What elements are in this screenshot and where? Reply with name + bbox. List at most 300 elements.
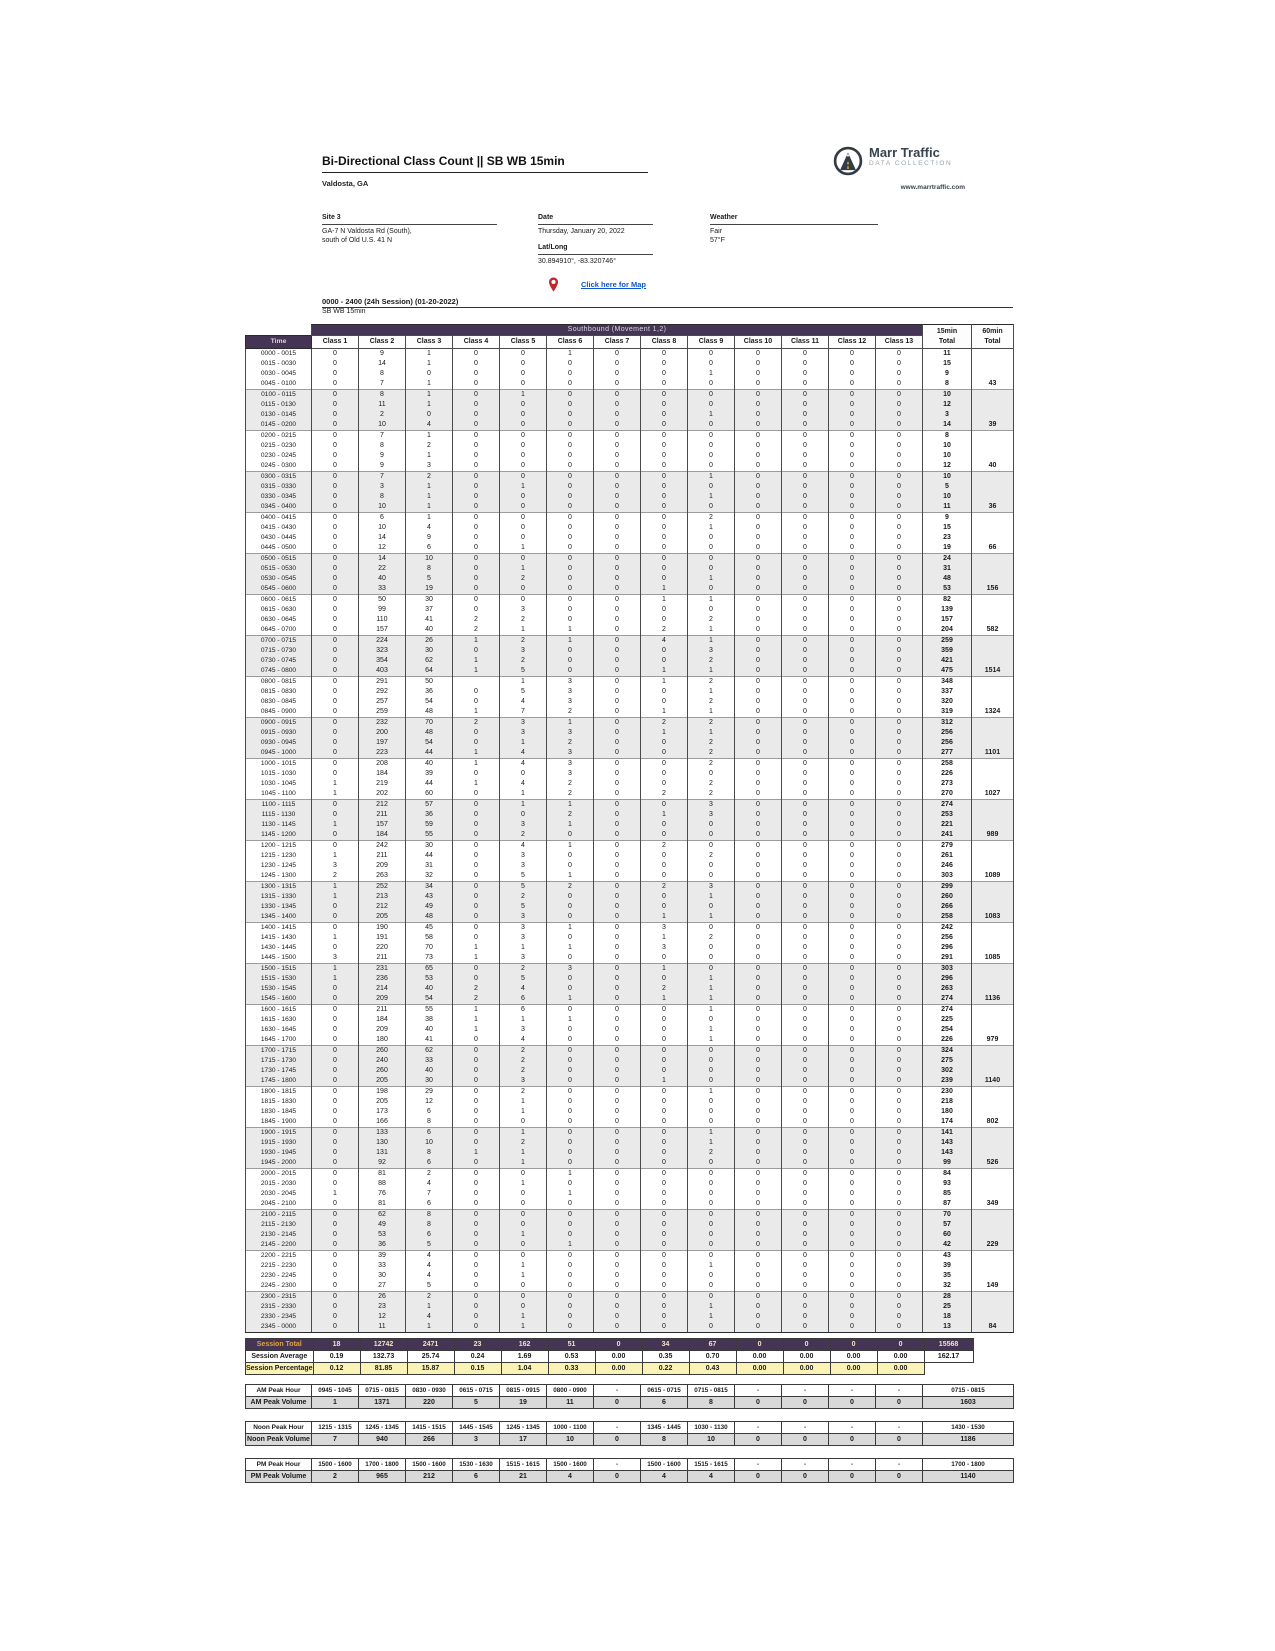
summary-value-cell: 0.33: [548, 1363, 595, 1375]
count-cell: 0: [453, 359, 500, 369]
site-line1: GA-7 N Valdosta Rd (South),: [322, 227, 412, 235]
location-text: Valdosta, GA: [322, 179, 369, 188]
title-underline: [322, 172, 648, 173]
count-cell: 0: [641, 1271, 688, 1281]
count-cell: 131: [359, 1148, 406, 1158]
peak-hour-cell: -: [594, 1385, 641, 1397]
count-cell: 0: [547, 1251, 594, 1262]
table-row: [246, 1097, 1014, 1107]
count-cell: 3: [500, 1076, 547, 1087]
total-60min-cell: 66: [972, 543, 1014, 554]
count-cell: 0: [312, 1056, 359, 1066]
count-cell: 0: [312, 1179, 359, 1189]
count-cell: 0: [829, 943, 876, 953]
total-60min-cell: [972, 851, 1014, 861]
count-cell: 0: [594, 687, 641, 697]
count-cell: 0: [876, 513, 923, 524]
summary-value-cell: 0.00: [595, 1363, 642, 1375]
count-cell: 0: [782, 523, 829, 533]
count-cell: 3: [688, 810, 735, 820]
count-cell: 0: [688, 390, 735, 401]
count-cell: 0: [594, 1281, 641, 1292]
count-cell: 0: [312, 615, 359, 625]
count-cell: 0: [782, 1312, 829, 1322]
total-60min-cell: [972, 933, 1014, 943]
count-cell: 0: [594, 892, 641, 902]
table-row: [246, 420, 1014, 431]
count-cell: 0: [453, 1281, 500, 1292]
count-cell: 0: [688, 1046, 735, 1057]
count-cell: 0: [876, 738, 923, 748]
count-cell: 0: [594, 779, 641, 789]
count-cell: 0: [735, 533, 782, 543]
summary-value-cell: 0: [783, 1339, 830, 1351]
count-cell: 5: [500, 666, 547, 677]
count-cell: 0: [312, 1271, 359, 1281]
count-cell: 0: [312, 379, 359, 390]
total-60min-cell: 1136: [972, 994, 1014, 1005]
count-cell: 0: [641, 1138, 688, 1148]
count-cell: 0: [453, 974, 500, 984]
count-cell: 0: [782, 1292, 829, 1303]
count-cell: 7: [359, 379, 406, 390]
peak-hour-row: [246, 1459, 1014, 1471]
total-60min-cell: [972, 718, 1014, 729]
count-cell: 0: [312, 1158, 359, 1169]
summary-value-cell: 0: [830, 1339, 877, 1351]
time-cell: 1930 - 1945: [246, 1148, 312, 1158]
count-cell: 0: [594, 994, 641, 1005]
count-cell: 0: [782, 400, 829, 410]
time-cell: 0745 - 0800: [246, 666, 312, 677]
count-cell: 0: [782, 974, 829, 984]
count-cell: 0: [735, 441, 782, 451]
count-cell: 1: [500, 789, 547, 800]
count-cell: 0: [594, 1035, 641, 1046]
total-15min-cell: 43: [923, 1251, 972, 1262]
total-60min-cell: 1083: [972, 912, 1014, 923]
count-cell: 0: [547, 1261, 594, 1271]
count-cell: 0: [876, 892, 923, 902]
total-15min-cell: 242: [923, 923, 972, 934]
count-cell: 2: [641, 718, 688, 729]
count-cell: 0: [829, 748, 876, 759]
count-cell: 0: [782, 1220, 829, 1230]
count-cell: 0: [735, 410, 782, 420]
count-cell: 0: [688, 1066, 735, 1076]
count-cell: 0: [876, 933, 923, 943]
count-cell: 0: [594, 912, 641, 923]
count-cell: 0: [312, 574, 359, 584]
total-60min-cell: [972, 451, 1014, 461]
count-cell: 0: [829, 1076, 876, 1087]
count-cell: 2: [500, 574, 547, 584]
count-cell: 0: [876, 492, 923, 502]
count-cell: 0: [641, 892, 688, 902]
count-cell: 1: [453, 953, 500, 964]
count-cell: 0: [829, 523, 876, 533]
total-15min-cell: 320: [923, 697, 972, 707]
count-cell: 10: [406, 554, 453, 565]
count-cell: 40: [406, 625, 453, 636]
total-60min-cell: [972, 779, 1014, 789]
peak-volume-total-cell: 1140: [923, 1471, 1014, 1483]
total-60min-cell: 156: [972, 584, 1014, 595]
total-15min-cell: 12: [923, 400, 972, 410]
count-cell: 1: [641, 994, 688, 1005]
count-cell: 0: [547, 574, 594, 584]
count-cell: 354: [359, 656, 406, 666]
count-cell: 1: [688, 369, 735, 379]
count-cell: 0: [312, 502, 359, 513]
count-cell: 60: [406, 789, 453, 800]
count-cell: 0: [453, 1076, 500, 1087]
count-cell: 1: [453, 666, 500, 677]
table-row: [246, 779, 1014, 789]
count-cell: 0: [453, 1138, 500, 1148]
count-cell: 0: [500, 1117, 547, 1128]
peak-hour-cell: -: [782, 1385, 829, 1397]
count-cell: 0: [876, 390, 923, 401]
count-cell: 0: [829, 1281, 876, 1292]
count-cell: 0: [547, 1087, 594, 1098]
count-cell: 0: [641, 369, 688, 379]
total-15min-cell: 348: [923, 677, 972, 688]
table-row: [246, 1189, 1014, 1199]
table-row: [246, 390, 1014, 401]
table-row: [246, 697, 1014, 707]
summary-grand-total-cell: 162.17: [924, 1351, 973, 1363]
peak-volume-cell: 0: [876, 1397, 923, 1409]
count-cell: 0: [453, 513, 500, 524]
count-cell: 0: [876, 1210, 923, 1221]
count-cell: 0: [594, 359, 641, 369]
count-cell: 0: [782, 769, 829, 779]
peak-volume-cell: 8: [641, 1434, 688, 1446]
count-cell: 3: [547, 677, 594, 688]
count-cell: 0: [547, 1271, 594, 1281]
count-cell: 0: [876, 461, 923, 472]
count-cell: 0: [876, 625, 923, 636]
count-cell: 0: [876, 1066, 923, 1076]
count-cell: 1: [500, 1097, 547, 1107]
peak-hour-label: PM Peak Hour: [246, 1459, 312, 1471]
time-cell: 1230 - 1245: [246, 861, 312, 871]
count-cell: 0: [735, 1056, 782, 1066]
total-15min-cell: 25: [923, 1302, 972, 1312]
total-60min-cell: 1085: [972, 953, 1014, 964]
count-cell: 81: [359, 1169, 406, 1180]
count-cell: 0: [876, 379, 923, 390]
count-cell: 2: [547, 789, 594, 800]
latlong-label: Lat/Long: [538, 243, 653, 255]
count-cell: 0: [641, 513, 688, 524]
count-cell: 0: [594, 390, 641, 401]
count-cell: 0: [735, 789, 782, 800]
count-cell: 0: [594, 400, 641, 410]
count-cell: 0: [876, 349, 923, 360]
count-cell: 0: [500, 1292, 547, 1303]
count-cell: 232: [359, 718, 406, 729]
time-cell: 0100 - 0115: [246, 390, 312, 401]
total-60min-cell: 40: [972, 461, 1014, 472]
count-cell: 3: [641, 943, 688, 953]
count-cell: 2: [406, 1292, 453, 1303]
count-cell: 12: [359, 543, 406, 554]
count-cell: 0: [547, 912, 594, 923]
summary-value-cell: 34: [642, 1339, 689, 1351]
count-cell: 0: [829, 502, 876, 513]
count-cell: 0: [735, 502, 782, 513]
count-cell: 0: [312, 810, 359, 820]
count-cell: 1: [453, 943, 500, 953]
count-cell: 0: [594, 584, 641, 595]
count-cell: 0: [453, 431, 500, 442]
site-field: [322, 213, 497, 246]
count-cell: 0: [547, 1107, 594, 1117]
count-cell: 0: [829, 1302, 876, 1312]
count-cell: 0: [312, 841, 359, 852]
count-cell: 0: [688, 1117, 735, 1128]
count-cell: 0: [688, 1199, 735, 1210]
count-cell: 0: [829, 1169, 876, 1180]
count-cell: 2: [500, 636, 547, 647]
total-15min-cell: 319: [923, 707, 972, 718]
count-cell: 1: [547, 800, 594, 811]
count-cell: 0: [641, 1230, 688, 1240]
count-cell: 0: [312, 687, 359, 697]
count-cell: 2: [500, 1046, 547, 1057]
count-cell: 0: [641, 1005, 688, 1016]
count-cell: 0: [312, 1087, 359, 1098]
total-15min-cell: 253: [923, 810, 972, 820]
count-cell: 0: [782, 902, 829, 912]
count-cell: 0: [312, 738, 359, 748]
count-cell: 4: [500, 759, 547, 770]
count-cell: 205: [359, 1097, 406, 1107]
count-cell: 9: [359, 349, 406, 360]
map-link[interactable]: Click here for Map: [581, 280, 647, 289]
count-cell: 213: [359, 892, 406, 902]
count-cell: 0: [782, 1199, 829, 1210]
count-cell: 205: [359, 912, 406, 923]
total-15min-cell: 259: [923, 636, 972, 647]
count-cell: 0: [876, 923, 923, 934]
count-cell: 0: [735, 451, 782, 461]
count-cell: 1: [453, 707, 500, 718]
count-cell: 0: [453, 820, 500, 830]
time-cell: 0630 - 0645: [246, 615, 312, 625]
peak-volume-cell: 6: [641, 1397, 688, 1409]
count-cell: 0: [876, 1292, 923, 1303]
count-cell: 0: [782, 779, 829, 789]
count-cell: 0: [594, 1148, 641, 1158]
peak-volume-row: [246, 1397, 1014, 1409]
count-cell: 0: [688, 359, 735, 369]
count-cell: 1: [688, 984, 735, 994]
count-cell: 0: [735, 1107, 782, 1117]
time-cell: 0530 - 0545: [246, 574, 312, 584]
summary-value-cell: 67: [689, 1339, 736, 1351]
count-cell: 2: [547, 810, 594, 820]
class-column-header: Class 10: [735, 336, 782, 349]
count-cell: 1: [500, 677, 547, 688]
count-cell: 0: [688, 820, 735, 830]
count-cell: 0: [453, 964, 500, 975]
count-cell: 1: [500, 738, 547, 748]
table-row: [246, 994, 1014, 1005]
total-60min-cell: [972, 1292, 1014, 1303]
table-row: [246, 841, 1014, 852]
total-15min-cell: 299: [923, 882, 972, 893]
count-cell: 0: [688, 902, 735, 912]
total-15min-cell: 225: [923, 1015, 972, 1025]
count-cell: 0: [782, 1230, 829, 1240]
count-cell: 1: [547, 636, 594, 647]
count-cell: 0: [876, 1199, 923, 1210]
count-cell: 0: [594, 1189, 641, 1199]
count-cell: 0: [641, 830, 688, 841]
count-cell: 0: [876, 441, 923, 451]
peak-volume-cell: 940: [359, 1434, 406, 1446]
count-cell: 209: [359, 861, 406, 871]
peak-hour-cell: -: [594, 1422, 641, 1434]
count-cell: 0: [312, 451, 359, 461]
count-cell: 0: [312, 1005, 359, 1016]
count-cell: 33: [359, 584, 406, 595]
count-cell: 0: [782, 1240, 829, 1251]
count-cell: 0: [547, 369, 594, 379]
total-60min-cell: [972, 359, 1014, 369]
count-cell: 0: [547, 472, 594, 483]
total-15min-cell: 256: [923, 933, 972, 943]
empty-cell: [973, 1351, 1015, 1363]
count-cell: 0: [312, 1292, 359, 1303]
count-cell: 0: [641, 574, 688, 584]
peak-volume-cell: 0: [782, 1471, 829, 1483]
peak-hour-cell: 1515 - 1615: [688, 1459, 735, 1471]
count-cell: 0: [594, 769, 641, 779]
peak-hour-cell: -: [876, 1459, 923, 1471]
time-cell: 1700 - 1715: [246, 1046, 312, 1057]
count-cell: 0: [547, 666, 594, 677]
table-row: [246, 933, 1014, 943]
count-cell: 0: [735, 543, 782, 554]
count-cell: 0: [312, 697, 359, 707]
count-cell: 0: [312, 1281, 359, 1292]
count-cell: 0: [829, 994, 876, 1005]
count-cell: 0: [829, 892, 876, 902]
count-cell: 0: [829, 841, 876, 852]
total-15min-cell: 273: [923, 779, 972, 789]
count-cell: 0: [641, 349, 688, 360]
count-cell: 0: [876, 656, 923, 666]
table-row: [246, 800, 1014, 811]
count-cell: 0: [594, 1261, 641, 1271]
count-cell: 0: [735, 646, 782, 656]
count-cell: 0: [688, 554, 735, 565]
count-cell: 0: [641, 646, 688, 656]
count-cell: 0: [876, 451, 923, 461]
count-cell: 0: [453, 1261, 500, 1271]
count-cell: 0: [453, 533, 500, 543]
count-cell: 0: [782, 461, 829, 472]
total-60min-cell: [972, 687, 1014, 697]
count-cell: 1: [688, 492, 735, 502]
count-cell: 0: [782, 1128, 829, 1139]
count-cell: 0: [829, 605, 876, 615]
total-15min-cell: 139: [923, 605, 972, 615]
count-cell: 0: [594, 523, 641, 533]
count-cell: 8: [406, 1148, 453, 1158]
count-cell: 14: [359, 359, 406, 369]
count-cell: 6: [500, 994, 547, 1005]
count-cell: 0: [312, 636, 359, 647]
count-cell: 0: [829, 461, 876, 472]
count-cell: 0: [547, 953, 594, 964]
time-cell: 1430 - 1445: [246, 943, 312, 953]
summary-value-cell: 0.00: [736, 1363, 783, 1375]
count-cell: 260: [359, 1046, 406, 1057]
count-cell: 0: [782, 677, 829, 688]
count-cell: 0: [829, 1220, 876, 1230]
count-cell: 0: [829, 738, 876, 748]
count-cell: 0: [641, 1015, 688, 1025]
count-cell: 1: [406, 502, 453, 513]
date-field: [538, 213, 653, 236]
count-cell: 0: [782, 472, 829, 483]
table-row: [246, 718, 1014, 729]
count-cell: 0: [876, 1230, 923, 1240]
count-cell: 0: [547, 482, 594, 492]
table-row: [246, 1015, 1014, 1025]
total-60min-cell: 1027: [972, 789, 1014, 800]
table-row: [246, 943, 1014, 953]
count-cell: 0: [829, 902, 876, 912]
peak-hour-cell: 1530 - 1630: [453, 1459, 500, 1471]
count-cell: 4: [406, 1271, 453, 1281]
peak-hour-cell: -: [594, 1459, 641, 1471]
count-cell: 0: [547, 1210, 594, 1221]
count-cell: 0: [782, 410, 829, 420]
empty-cell: [973, 1339, 1015, 1351]
count-cell: 0: [735, 369, 782, 379]
count-cell: 2: [359, 410, 406, 420]
count-cell: 2: [688, 759, 735, 770]
table-row: [246, 1302, 1014, 1312]
count-cell: 0: [312, 707, 359, 718]
count-cell: 0: [782, 953, 829, 964]
count-cell: 0: [735, 1281, 782, 1292]
count-cell: 0: [453, 390, 500, 401]
count-cell: 0: [876, 871, 923, 882]
count-cell: 0: [547, 1128, 594, 1139]
peak-volume-cell: 0: [594, 1397, 641, 1409]
count-cell: 0: [829, 420, 876, 431]
count-cell: 0: [735, 564, 782, 574]
total-60min-cell: [972, 1097, 1014, 1107]
count-cell: 0: [782, 1261, 829, 1271]
count-cell: 0: [312, 513, 359, 524]
count-cell: 0: [547, 410, 594, 420]
count-cell: 0: [547, 451, 594, 461]
count-cell: 0: [688, 1056, 735, 1066]
count-cell: 0: [735, 912, 782, 923]
total-15min-cell: 258: [923, 759, 972, 770]
table-row: [246, 646, 1014, 656]
count-cell: 0: [547, 564, 594, 574]
count-cell: 1: [500, 390, 547, 401]
